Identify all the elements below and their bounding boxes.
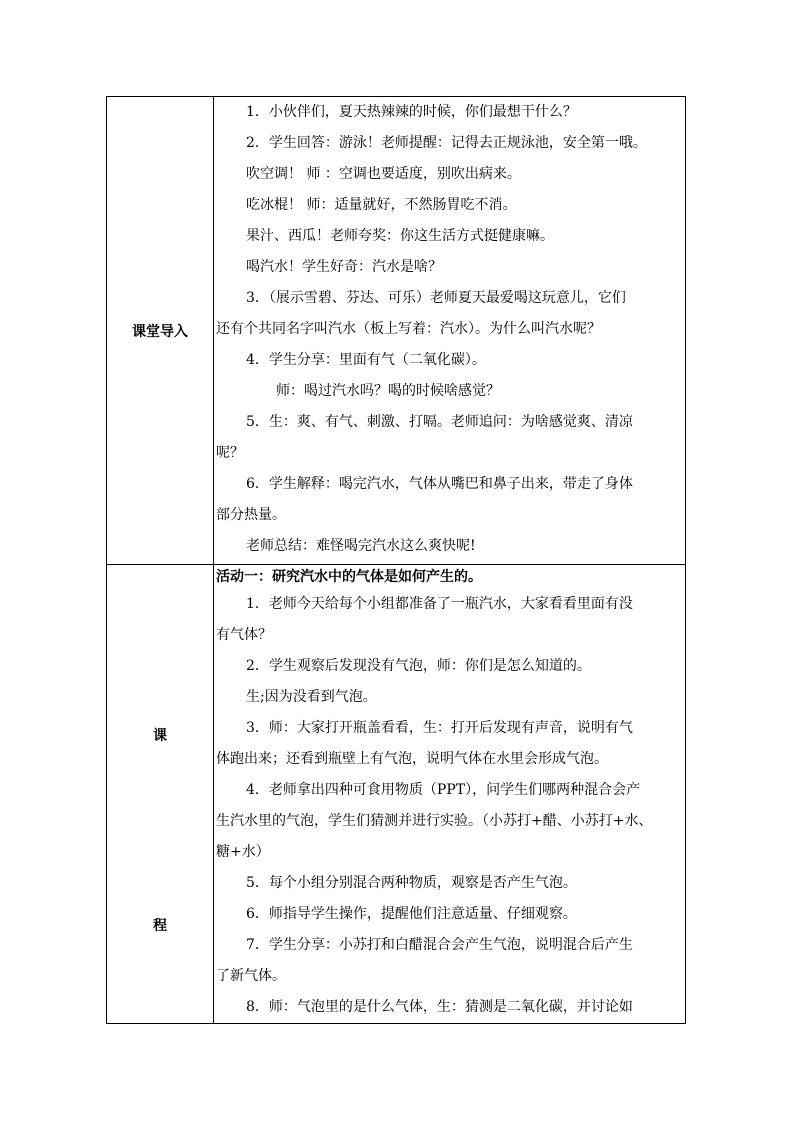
section-process-label-top: 课 (153, 728, 167, 744)
text-line: 有气体？ (216, 627, 272, 643)
text-line: 5．每个小组分别混合两种物质，观察是否产生气泡。 (246, 875, 577, 891)
text-line: 糖+水） (216, 844, 270, 860)
text-line: 6．学生解释：喝完汽水，气体从嘴巴和鼻子出来，带走了身体 (246, 476, 633, 492)
text-line: 2．学生观察后发现没有气泡，师：你们是怎么知道的。 (246, 658, 591, 674)
text-line: 还有个共同名字叫汽水（板上写着：汽水）。为什么叫汽水呢？ (216, 321, 601, 337)
section-process-row (107, 565, 686, 1024)
section-intro-label: 课堂导入 (132, 324, 188, 340)
lesson-plan-table (106, 96, 686, 1024)
text-line: 5．生：爽、有气、刺激、打嗝。老师追问：为啥感觉爽、清凉 (246, 414, 633, 430)
text-line: 果汁、西瓜！老师夸奖：你这生活方式挺健康嘛。 (246, 228, 554, 244)
text-line: 8．师：气泡里的是什么气体，生：猜测是二氧化碳，并讨论如 (246, 999, 633, 1015)
text-line: 吹空调！ 师 ：空调也要适度，别吹出病来。 (246, 166, 521, 182)
text-line: 1．老师今天给每个小组都准备了一瓶汽水，大家看看里面有没 (246, 596, 633, 612)
text-line: 吃冰棍！ 师：适量就好，不然肠胃吃不消。 (246, 197, 517, 213)
text-line: 4．老师拿出四种可食用物质（PPT），问学生们哪两种混合会产 (246, 782, 641, 798)
section-intro-row (107, 97, 686, 565)
text-line: 体跑出来；还看到瓶壁上有气泡，说明气体在水里会形成气泡。 (216, 751, 608, 767)
section-process-label-cell (107, 565, 214, 1024)
text-line: 了新气体。 (216, 968, 286, 984)
section-process-label-bottom: 程 (153, 918, 167, 934)
section-intro-content (214, 97, 686, 565)
text-line: 师：喝过汽水吗？喝的时候啥感觉？ (276, 383, 500, 399)
text-line: 1．小伙伴们，夏天热辣辣的时候，你们最想干什么？ (246, 104, 577, 120)
section-intro-label-cell (107, 97, 214, 565)
text-line: 老师总结：难怪喝完汽水这么爽快呢! (246, 538, 476, 554)
section-process-content (214, 565, 686, 1024)
activity-heading: 活动一：研究汽水中的气体是如何产生的。 (216, 569, 482, 585)
text-line: 呢？ (216, 445, 244, 461)
text-line: 3．（展示雪碧、芬达、可乐）老师夏天最爱喝这玩意儿，它们 (246, 290, 626, 306)
text-line: 生;因为没看到气泡。 (246, 689, 377, 705)
text-line: 6．师指导学生操作，提醒他们注意适量、仔细观察。 (246, 906, 577, 922)
text-line: 4．学生分享：里面有气（二氧化碳）。 (246, 352, 486, 368)
text-line: 喝汽水！学生好奇：汽水是啥？ (246, 259, 442, 275)
text-line: 部分热量。 (216, 507, 286, 523)
text-line: 7．学生分享：小苏打和白醋混合会产生气泡，说明混合后产生 (246, 937, 633, 953)
text-line: 3．师：大家打开瓶盖看看，生：打开后发现有声音，说明有气 (246, 720, 633, 736)
text-line: 2．学生回答：游泳！老师提醒：记得去正规泳池，安全第一哦。 (246, 135, 647, 151)
text-line: 生汽水里的气泡，学生们猜测并进行实验。（小苏打+醋、小苏打+水、 (216, 813, 653, 829)
